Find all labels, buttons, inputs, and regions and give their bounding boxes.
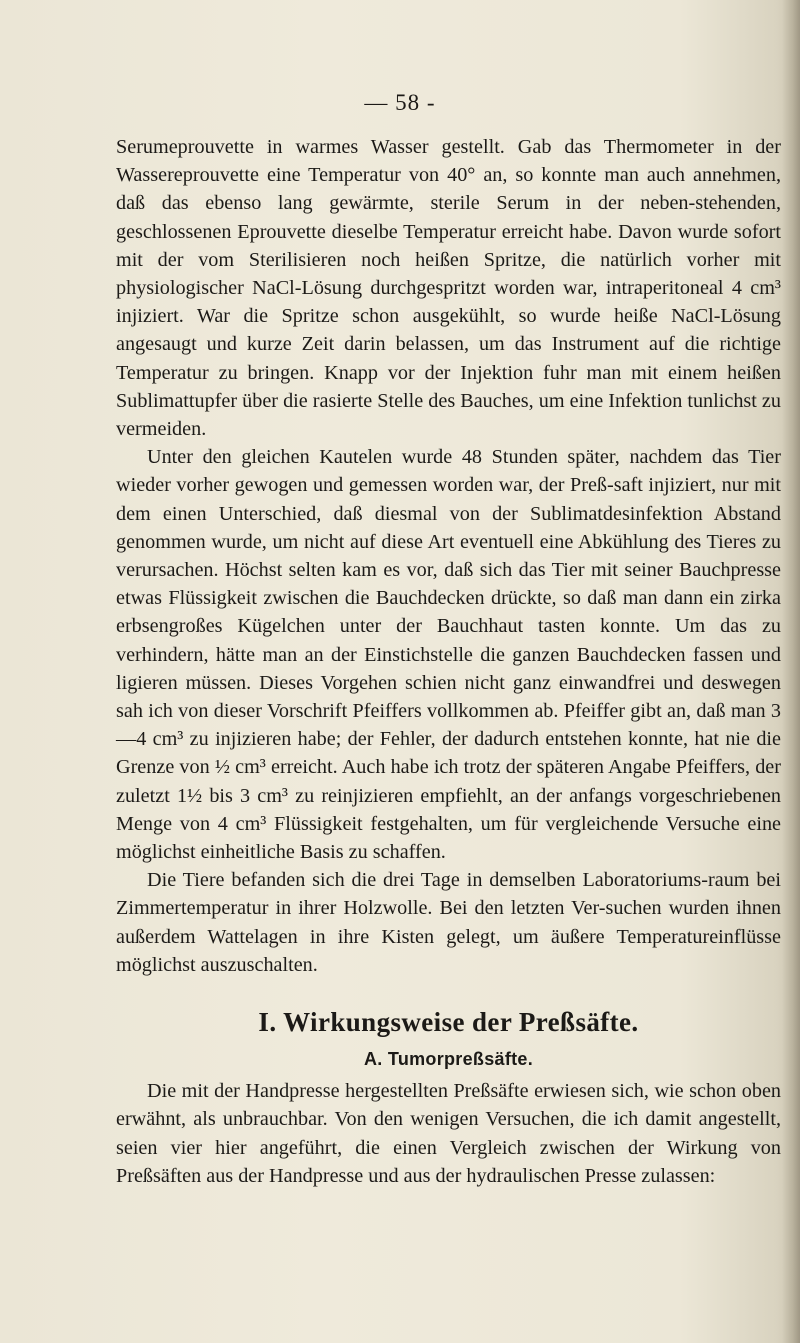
body-text <box>116 133 781 1190</box>
paragraph-continuation: Serumeprouvette in warmes Wasser gestellt. Gab das Thermometer in der Wassereprouvette eine Temperatur von 40° an, so konnte man auch annehmen, daß das ebenso lang gewärmte, sterile Serum in der neben-stehenden, geschlossenen Eprouvette dieselbe Temperatur erreicht habe. Davon wurde sofort mit der vom Sterilisieren noch heißen Spritze, die natürlich vorher mit physiologischer NaCl-Lösung durchgespritzt worden war, intraperitoneal 4 cm³ injiziert. War die Spritze schon ausgekühlt, so wurde heiße NaCl-Lösung angesaugt und kurze Zeit darin belassen, um das Instrument auf die richtige Temperatur zu bringen. Knapp vor der Injektion fuhr man mit einem heißen Sublimattupfer über die rasierte Stelle des Bauches, um eine Infektion tunlichst zu vermeiden. <box>116 136 781 441</box>
page-number: — 58 - <box>364 90 436 115</box>
page-edge-shadow <box>782 0 800 1343</box>
paragraph-hand-press: Die mit der Handpresse hergestellten Preßsäfte erwiesen sich, wie schon oben erwähnt, als unbrauchbar. Von den wenigen Versuchen, die ich damit angestellt, seien vier hier angeführt, die einen Vergleich zwischen der Wirkung von Preßsäften aus der Handpresse und aus der hydraulischen Presse zulassen: <box>116 1080 781 1187</box>
paragraph-injection-procedure: Unter den gleichen Kautelen wurde 48 Stunden später, nachdem das Tier wieder vorher gewogen und gemessen worden war, der Preß-saft injiziert, nur mit dem einen Unterschied, daß diesmal von der Sublimatdesinfektion Abstand genommen wurde, um nicht auf diese Art eventuell eine Abkühlung des Tieres zu verursachen. Höchst selten kam es vor, daß sich das Tier mit seiner Bauchpresse etwas Flüssigkeit zwischen die Bauchdecken drückte, so daß man dann ein zirka erbsengroßes Kügelchen unter der Bauchhaut tasten konnte. Um das zu verhindern, hätte man an der Einstichstelle die ganzen Bauchdecken fassen und ligieren müssen. Dieses Vorgehen schien nicht ganz einwandfrei und deswegen sah ich von dieser Vorschrift Pfeiffers vollkommen ab. Pfeiffer gibt an, daß man 3—4 cm³ zu injizieren habe; der Fehler, der dadurch entstehen konnte, hat nie die Grenze von ½ cm³ erreicht. Auch habe ich trotz der späteren Angabe Pfeiffers, der zuletzt 1½ bis 3 cm³ zu reinjizieren empfiehlt, an der anfangs vorgeschriebenen Menge von 4 cm³ Flüssigkeit festgehalten, um für vergleichende Versuche eine möglichst einheitliche Basis zu schaffen. <box>116 446 781 864</box>
subsection-heading: A. Tumorpreßsäfte. <box>363 1049 534 1070</box>
section-heading: I. Wirkungsweise der Preßsäfte. <box>258 1007 639 1038</box>
paragraph-housing: Die Tiere befanden sich die drei Tage in demselben Laboratoriums-raum bei Zimmertemperatur in ihrer Holzwolle. Bei den letzten Ver-suchen wurden ihnen außerdem Wattelagen in ihre Kisten gelegt, um äußere Temperatureinflüsse möglichst auszuschalten. <box>116 869 781 976</box>
